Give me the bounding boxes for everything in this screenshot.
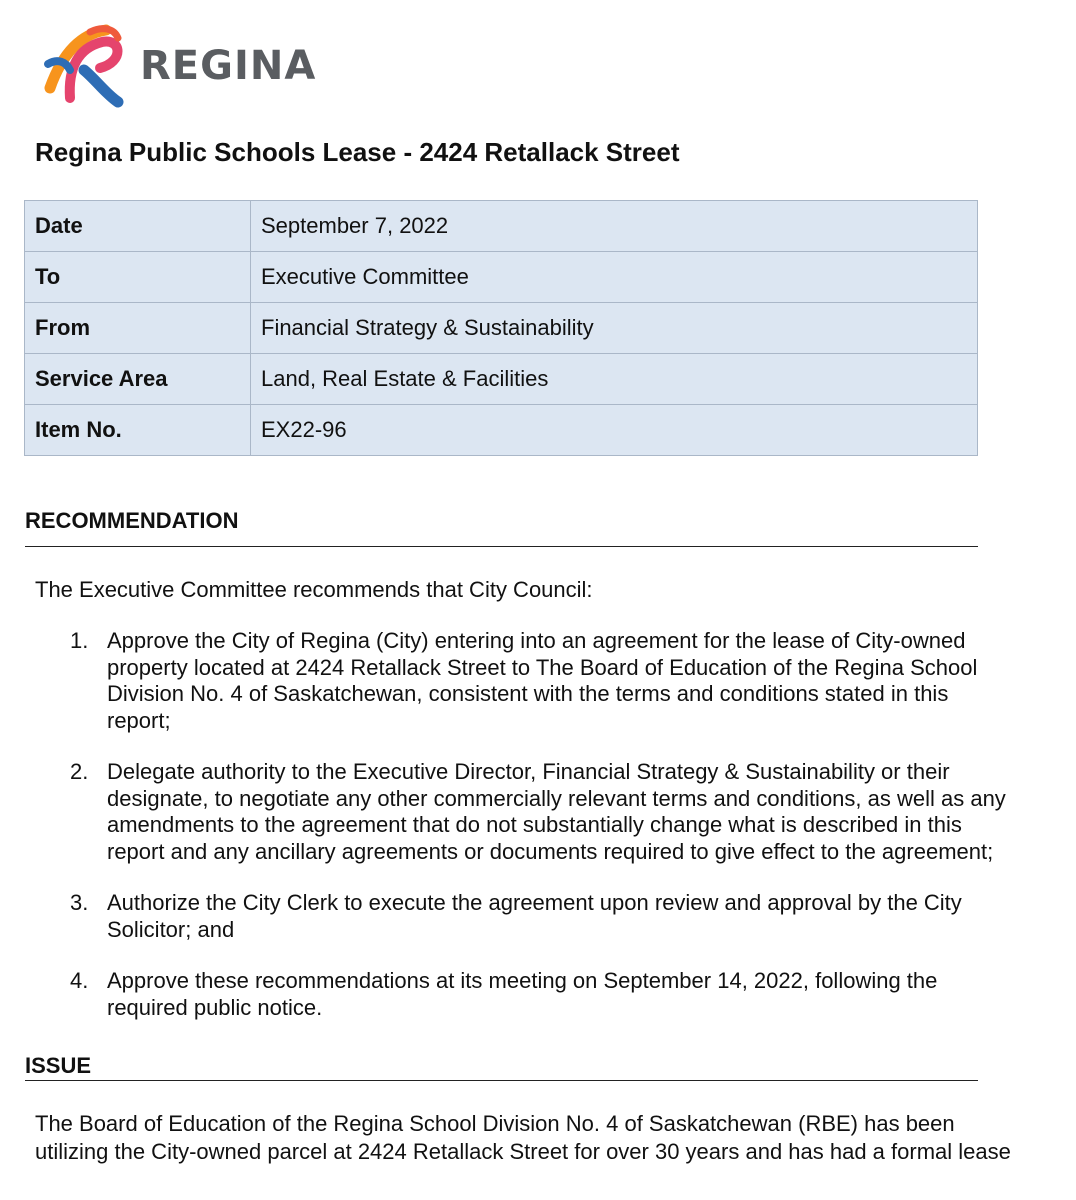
list-item-line: designate, to negotiate any other commercially relevant terms and conditions, as well as any <box>107 785 1006 811</box>
issue-line: The Board of Education of the Regina School Division No. 4 of Saskatchewan (RBE) has been <box>35 1111 955 1136</box>
issue-heading: ISSUE <box>25 1053 978 1081</box>
table-row <box>25 354 978 405</box>
list-item-number: 4. <box>70 968 89 993</box>
report-metadata-table <box>24 200 978 456</box>
list-item-number: 1. <box>70 628 89 653</box>
list-item-number: 3. <box>70 890 89 915</box>
list-item-number: 2. <box>70 759 89 784</box>
list-item-line: Division No. 4 of Saskatchewan, consistent with the terms and conditions stated in this <box>107 681 949 706</box>
list-item-line: required public notice. <box>107 994 323 1020</box>
meta-label-service-area: Service Area <box>25 354 251 405</box>
list-item-line: Solicitor; and <box>107 916 235 942</box>
table-row <box>25 252 978 303</box>
list-item-line: Delegate authority to the Executive Director, Financial Strategy & Sustainability or their <box>107 759 950 784</box>
issue-line: utilizing the City-owned parcel at 2424 Retallack Street for over 30 years and has had a formal lease <box>35 1139 1011 1164</box>
table-row <box>25 405 978 456</box>
table-row <box>25 303 978 354</box>
list-item <box>0 968 1060 1021</box>
meta-label-item-no: Item No. <box>25 405 251 456</box>
meta-value-item-no: EX22-96 <box>251 405 978 456</box>
meta-value-date: September 7, 2022 <box>251 201 978 252</box>
recommendation-heading: RECOMMENDATION <box>25 508 978 547</box>
table-row <box>25 201 978 252</box>
meta-label-to: To <box>25 252 251 303</box>
recommendation-list <box>0 628 1060 1046</box>
list-item-line: amendments to the agreement that do not substantially change what is described in this <box>107 812 962 837</box>
document-title: Regina Public Schools Lease - 2424 Retallack Street <box>35 137 680 167</box>
list-item <box>0 890 1060 943</box>
meta-value-service-area: Land, Real Estate & Facilities <box>251 354 978 405</box>
list-item-line: report; <box>107 707 171 733</box>
list-item-line: report and any ancillary agreements or documents required to give effect to the agreement; <box>107 838 994 864</box>
list-item-line: Approve the City of Regina (City) entering into an agreement for the lease of City-owned <box>107 628 966 653</box>
list-item <box>0 759 1060 865</box>
list-item-line: Approve these recommendations at its meeting on September 14, 2022, following the <box>107 968 938 993</box>
list-item-line: property located at 2424 Retallack Street to The Board of Education of the Regina School <box>107 654 978 680</box>
issue-paragraph <box>35 1110 1065 1166</box>
regina-r-logo-icon <box>40 24 130 108</box>
recommendation-intro: The Executive Committee recommends that City Council: <box>35 577 593 602</box>
meta-value-to: Executive Committee <box>251 252 978 303</box>
logo-wordmark: REGINA <box>140 43 317 89</box>
list-item <box>0 628 1060 734</box>
list-item-line: Authorize the City Clerk to execute the agreement upon review and approval by the City <box>107 890 962 915</box>
regina-logo <box>40 24 316 108</box>
meta-label-date: Date <box>25 201 251 252</box>
meta-label-from: From <box>25 303 251 354</box>
meta-value-from: Financial Strategy & Sustainability <box>251 303 978 354</box>
